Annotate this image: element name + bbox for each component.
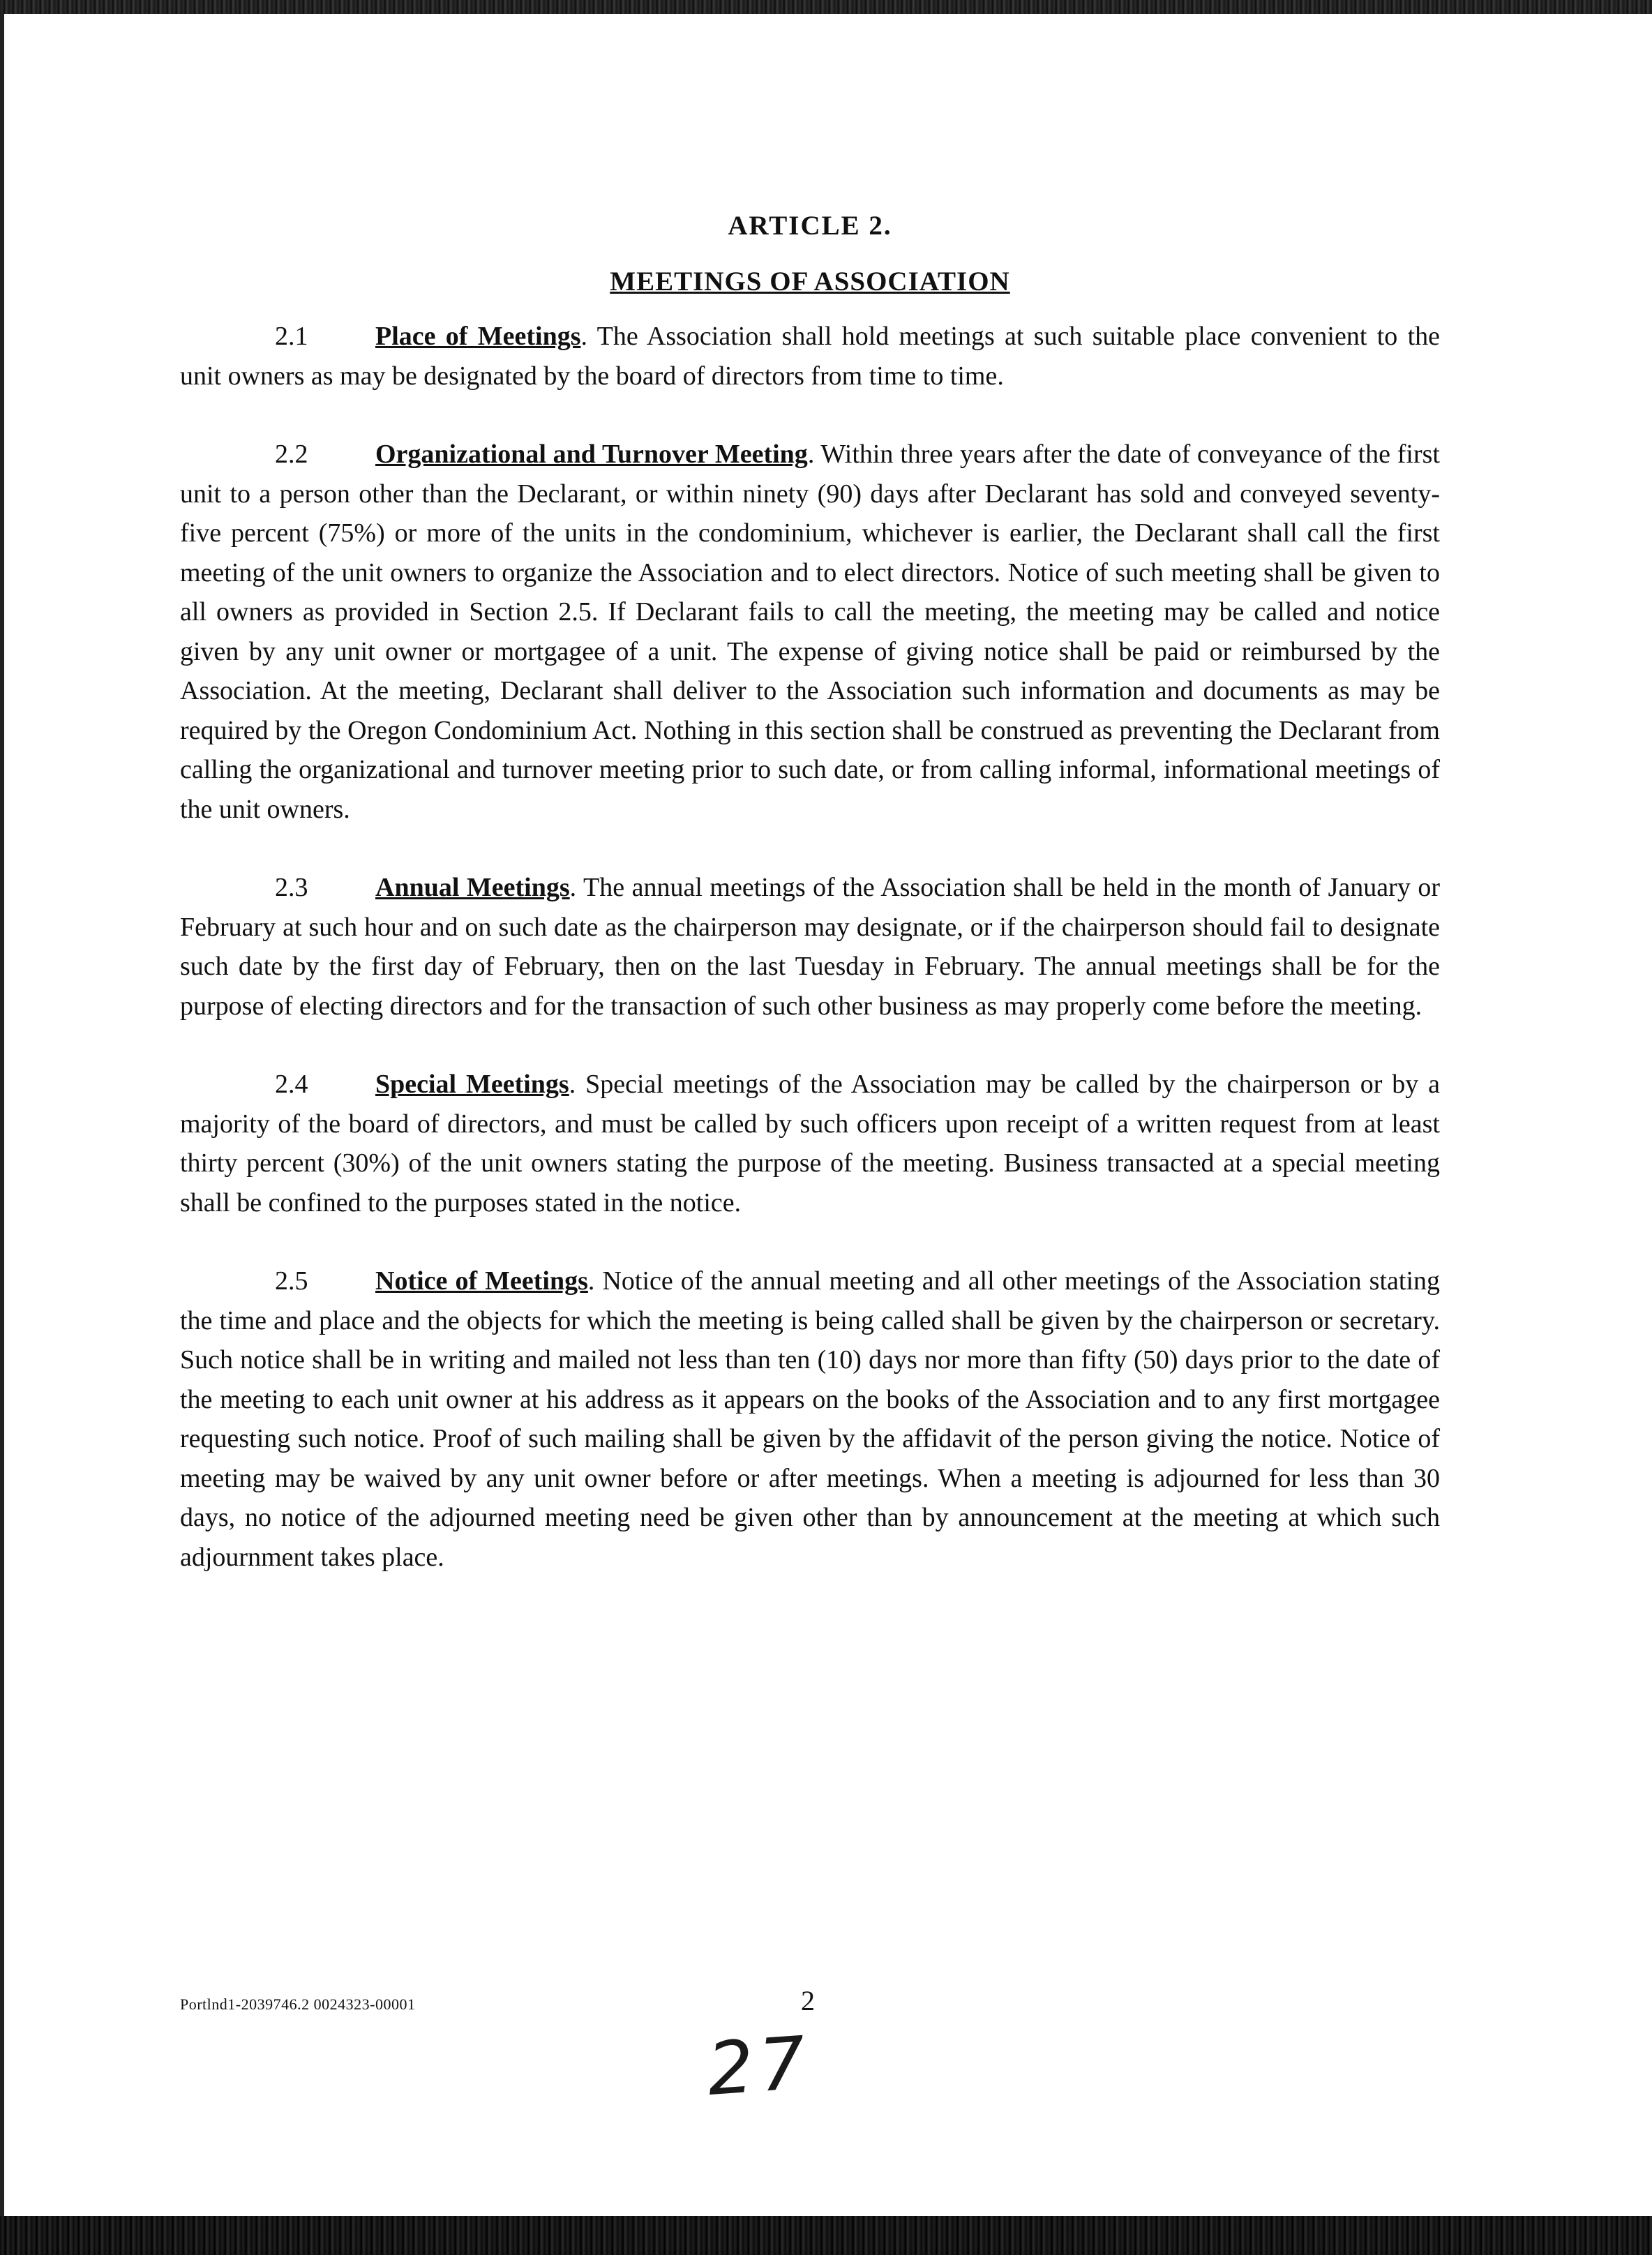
section-text: . Special meetings of the Association may be called by the chairperson or by a majority of the board of directors, and must be called by such officers upon receipt of a written request from at least thirty percent (30%) of the unit owners stating the purpose of the meeting. Business transacted at a special meeting shall be confined to the purposes stated in the notice. <box>180 1070 1440 1218</box>
section-heading: Notice of Meetings <box>375 1266 588 1296</box>
section-heading: Annual Meetings <box>375 873 570 902</box>
section-text: . The Association shall hold meetings at such suitable place convenient to the unit owners as may be designated by the board of directors from time to time. <box>180 322 1440 391</box>
footer-document-id: Portlnd1-2039746.2 0024323-00001 <box>180 1995 416 2013</box>
section-2-2 <box>180 435 1440 829</box>
scan-edge-bottom <box>0 2216 1652 2255</box>
section-2-5 <box>180 1261 1440 1577</box>
section-number: 2.4 <box>275 1070 308 1099</box>
document-page <box>180 202 1440 1577</box>
section-2-1 <box>180 317 1440 396</box>
section-number: 2.1 <box>275 322 308 351</box>
section-heading: Organizational and Turnover Meeting <box>375 440 808 469</box>
section-number: 2.2 <box>275 440 308 469</box>
section-2-4 <box>180 1065 1440 1222</box>
section-heading: Special Meetings <box>375 1070 569 1099</box>
page-number: 2 <box>801 1985 815 2016</box>
section-text: . Notice of the annual meeting and all other meetings of the Association stating the time and place and the objects for which the meeting is being called shall be given by the chairperson or secretary. Such notice shall be in writing and mailed not less than ten (10) days nor more than fifty (50) days prior to the date of the meeting to each unit owner at his address as it appears on the books of the Association and to any first mortgagee requesting such notice. Proof of such mailing shall be given by the affidavit of the person giving the notice. Notice of meeting may be waived by any unit owner before or after meetings. When a meeting is adjourned for less than 30 days, no notice of the adjourned meeting need be given other than by announcement at the meeting at which such adjournment takes place. <box>180 1266 1440 1572</box>
section-text: . Within three years after the date of conveyance of the first unit to a person other than the Declarant, or within ninety (90) days after Declarant has sold and conveyed seventy-five percent (75%) or more of the units in the condominium, whichever is earlier, the Declarant shall call the first meeting of the unit owners to organize the Association and to elect directors. Notice of such meeting shall be given to all owners as provided in Section 2.5. If Declarant fails to call the meeting, the meeting may be called and notice given by any unit owner or mortgagee of a unit. The expense of giving notice shall be paid or reimbursed by the Association. At the meeting, Declarant shall deliver to the Association such information and documents as may be required by the Oregon Condominium Act. Nothing in this section shall be construed as preventing the Declarant from calling the organizational and turnover meeting prior to such date, or from calling informal, informational meetings of the unit owners. <box>180 440 1440 824</box>
scan-edge-top <box>0 0 1652 14</box>
article-title: ARTICLE 2. <box>728 211 892 241</box>
section-number: 2.3 <box>275 873 308 902</box>
section-heading: Place of Meetings <box>375 322 581 351</box>
article-subtitle: MEETINGS OF ASSOCIATION <box>610 267 1010 297</box>
handwritten-page-number: 27 <box>704 2019 814 2113</box>
section-number: 2.5 <box>275 1266 308 1296</box>
section-text: . The annual meetings of the Association shall be held in the month of January or February at such hour and on such date as the chairperson may designate, or if the chairperson should fail to designate such date by the first day of February, then on the last Tuesday in February. The annual meetings shall be for the purpose of electing directors and for the transaction of such other business as may properly come before the meeting. <box>180 873 1441 1021</box>
section-2-3 <box>180 868 1440 1026</box>
scan-edge-left <box>0 14 4 2216</box>
